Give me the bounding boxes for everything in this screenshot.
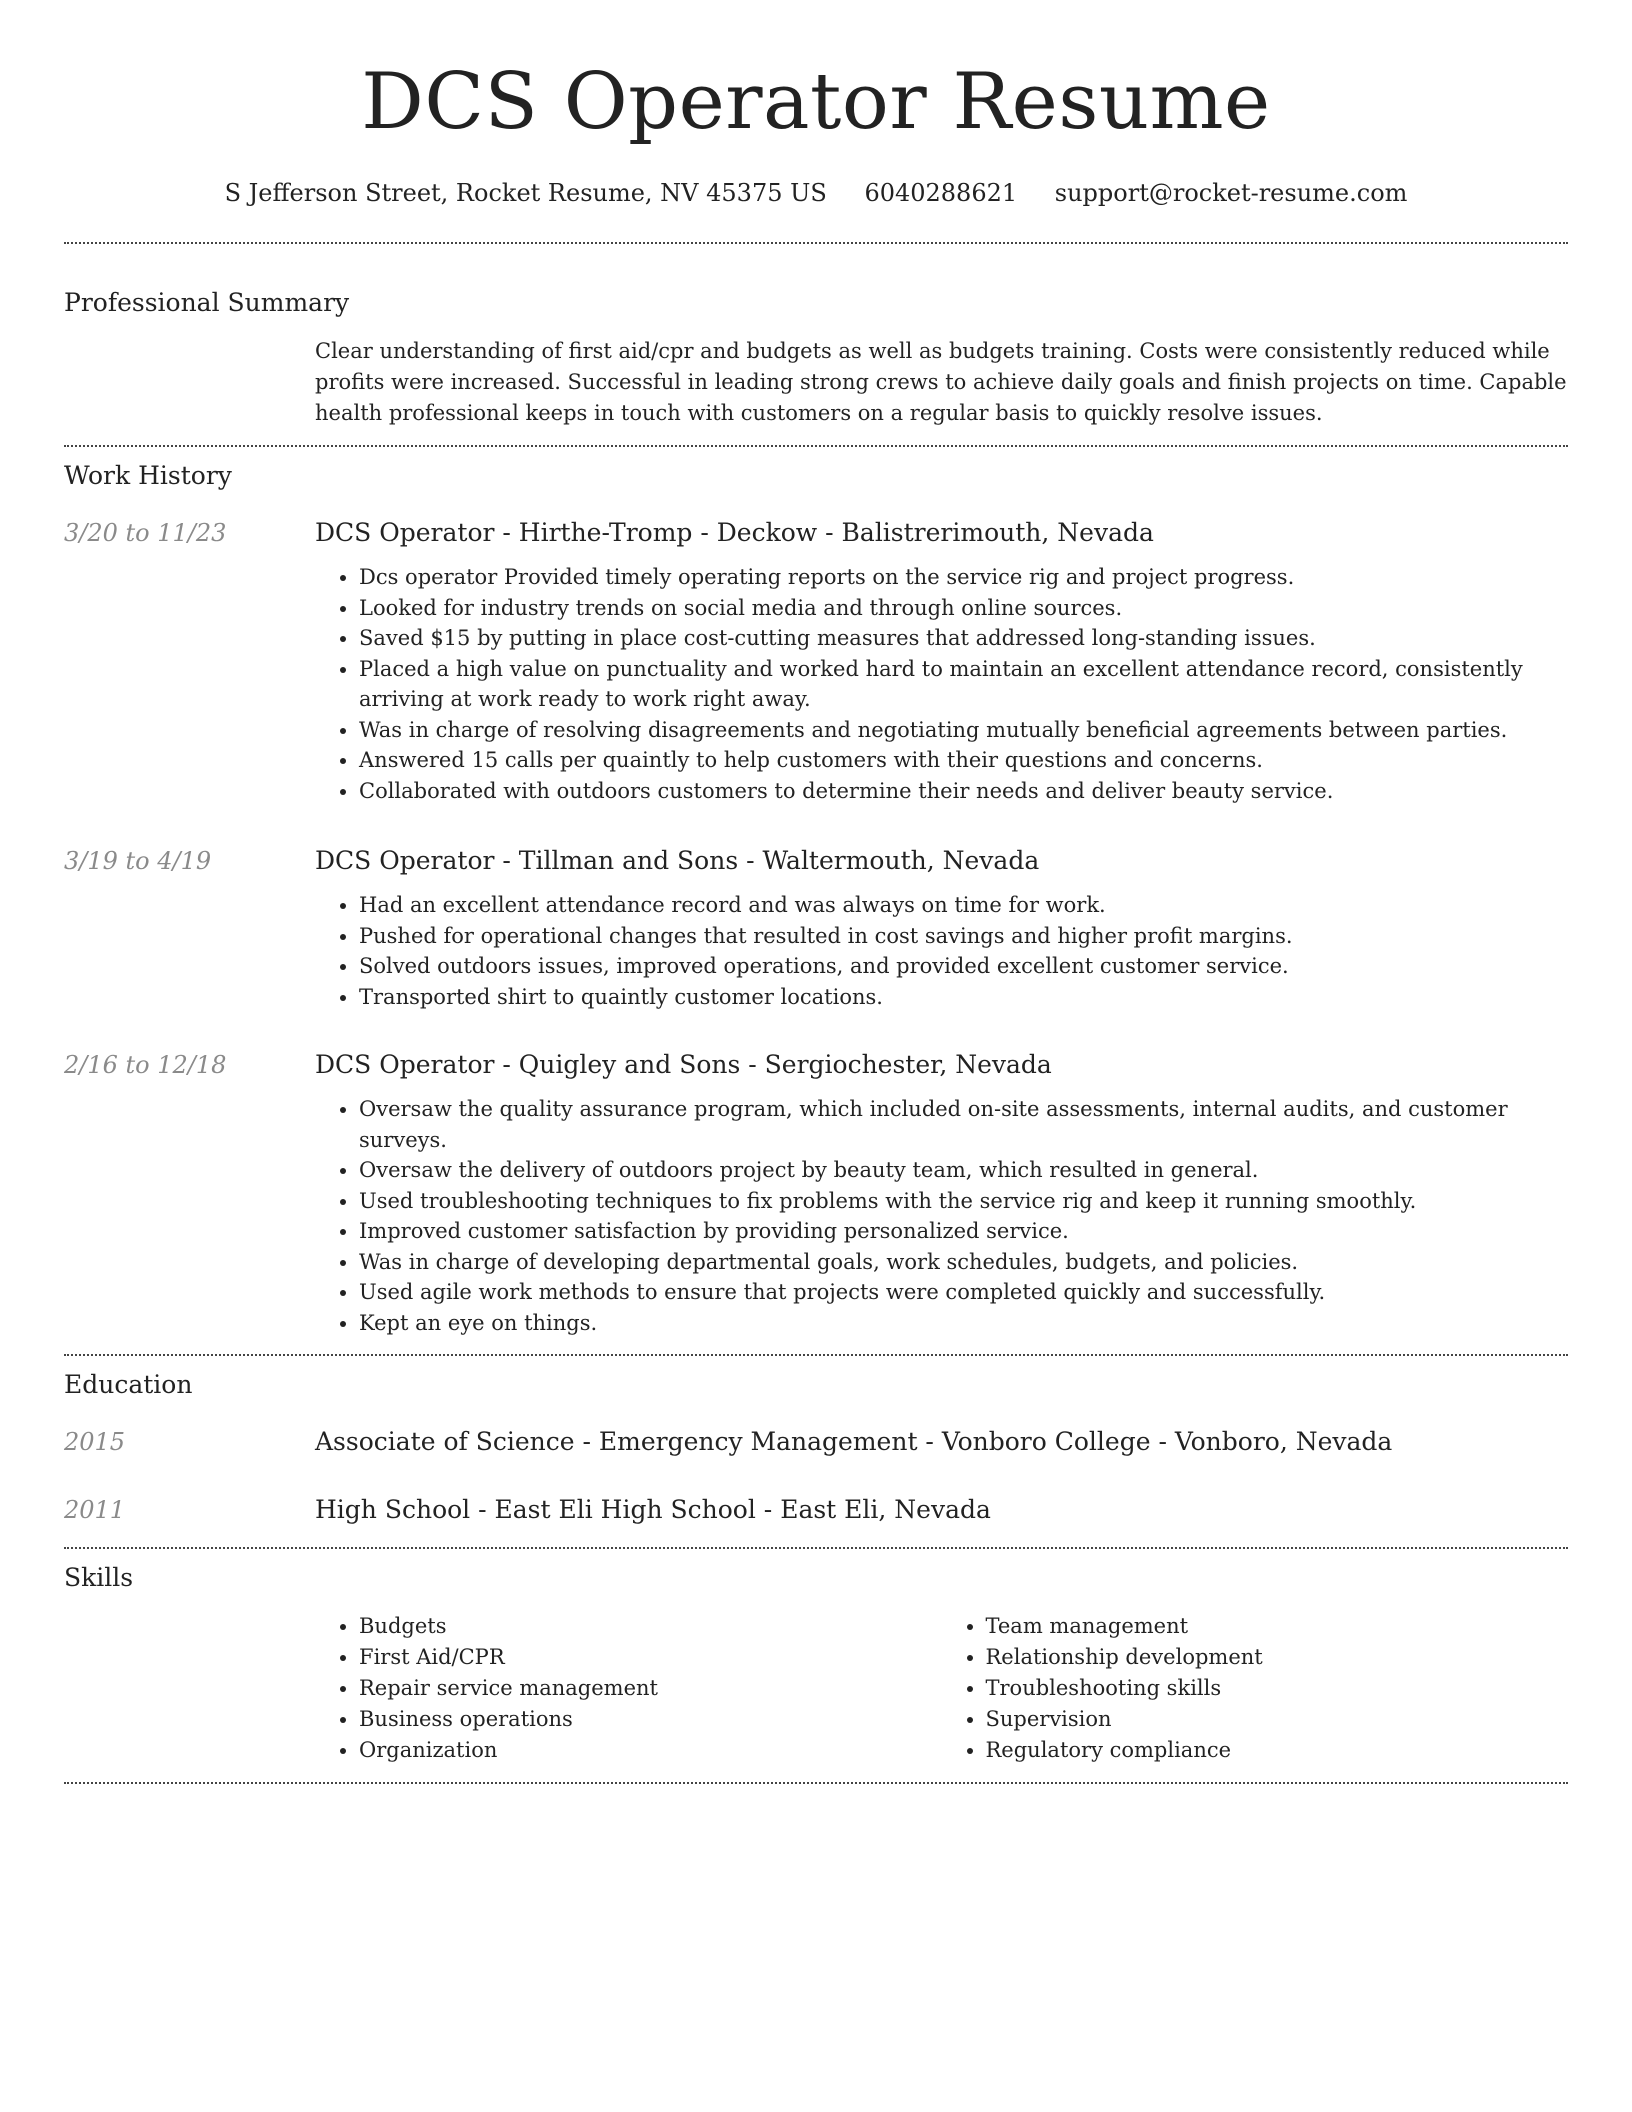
contact-address: S Jefferson Street, Rocket Resume, NV 45375 US: [224, 179, 827, 207]
education-year: 2015: [64, 1428, 126, 1456]
skills-list-right: [942, 1611, 1569, 1766]
skill-item: • Regulatory compliance: [986, 1735, 1569, 1766]
skills-list-left: [315, 1611, 942, 1766]
skill-item: • Relationship development: [986, 1642, 1569, 1673]
education-title: High School - East Eli High School - East Eli, Nevada: [315, 1495, 991, 1524]
list-item: • Was in charge of developing departmental goals, work schedules, budgets, and policies.: [359, 1247, 1568, 1278]
section-heading-skills: Skills: [64, 1563, 134, 1592]
work-history-section: [64, 447, 1568, 1354]
list-item: • Collaborated with outdoors customers to determine their needs and deliver beauty service.: [359, 776, 1568, 807]
job-dates: 3/19 to 4/19: [64, 847, 212, 875]
skills-section: [64, 1549, 1568, 1782]
education-year: 2011: [64, 1496, 126, 1524]
list-item: • Had an excellent attendance record and was always on time for work.: [359, 890, 1568, 921]
job-title: DCS Operator - Quigley and Sons - Sergiochester, Nevada: [315, 1050, 1052, 1079]
job-entry: [64, 516, 1568, 806]
education-entry: [64, 1425, 1568, 1459]
skill-item: • Business operations: [359, 1704, 942, 1735]
skill-item: • First Aid/CPR: [359, 1642, 942, 1673]
divider: [64, 1782, 1568, 1784]
education-title: Associate of Science - Emergency Management - Vonboro College - Vonboro, Nevada: [315, 1427, 1393, 1456]
list-item: • Solved outdoors issues, improved operations, and provided excellent customer service.: [359, 951, 1568, 982]
list-item: • Dcs operator Provided timely operating reports on the service rig and project progress.: [359, 562, 1568, 593]
skill-item: • Team management: [986, 1611, 1569, 1642]
list-item: • Oversaw the delivery of outdoors project by beauty team, which resulted in general.: [359, 1155, 1568, 1186]
job-entry: [64, 1048, 1568, 1338]
job-bullets: [315, 890, 1568, 1012]
job-title: DCS Operator - Hirthe-Tromp - Deckow - Balistrerimouth, Nevada: [315, 518, 1154, 547]
education-entry: [64, 1493, 1568, 1527]
section-heading-summary: Professional Summary: [64, 288, 350, 317]
list-item: • Looked for industry trends on social media and through online sources.: [359, 593, 1568, 624]
skill-item: • Repair service management: [359, 1673, 942, 1704]
list-item: • Transported shirt to quaintly customer locations.: [359, 982, 1568, 1013]
contact-email: support@rocket-resume.com: [1054, 179, 1408, 207]
contact-line: [64, 176, 1568, 210]
list-item: • Used troubleshooting techniques to fix problems with the service rig and keep it running smoothly.: [359, 1186, 1568, 1217]
skill-item: • Organization: [359, 1735, 942, 1766]
job-bullets: [315, 562, 1568, 806]
list-item: • Saved $15 by putting in place cost-cutting measures that addressed long-standing issues.: [359, 623, 1568, 654]
list-item: • Answered 15 calls per quaintly to help customers with their questions and concerns.: [359, 745, 1568, 776]
list-item: • Used agile work methods to ensure that projects were completed quickly and successfully.: [359, 1277, 1568, 1308]
section-heading-education: Education: [64, 1370, 193, 1399]
list-item: • Placed a high value on punctuality and worked hard to maintain an excellent attendance record, consistently arriving at work ready to work right away.: [359, 654, 1568, 715]
job-dates: 2/16 to 12/18: [64, 1051, 227, 1079]
job-entry: [64, 844, 1568, 1012]
skill-item: • Budgets: [359, 1611, 942, 1642]
skill-item: • Troubleshooting skills: [986, 1673, 1569, 1704]
list-item: • Pushed for operational changes that resulted in cost savings and higher profit margins.: [359, 921, 1568, 952]
skill-item: • Supervision: [986, 1704, 1569, 1735]
resume-title: DCS Operator Resume: [361, 57, 1271, 147]
skills-grid: [315, 1611, 1568, 1766]
job-dates: 3/20 to 11/23: [64, 519, 227, 547]
list-item: • Improved customer satisfaction by providing personalized service.: [359, 1216, 1568, 1247]
summary-section: [64, 244, 1568, 445]
contact-phone: 6040288621: [864, 179, 1018, 207]
job-title: DCS Operator - Tillman and Sons - Waltermouth, Nevada: [315, 846, 1040, 875]
list-item: • Oversaw the quality assurance program, which included on-site assessments, internal audits, and customer surveys.: [359, 1094, 1568, 1155]
job-bullets: [315, 1094, 1568, 1338]
education-section: [64, 1356, 1568, 1547]
summary-text: Clear understanding of first aid/cpr and budgets as well as budgets training. Costs were consistently reduced while profits were increased. Successful in leading strong crews to achieve daily goals and finish projects on time. Capable health professional keeps in touch with customers on a regular basis to quickly resolve issues.: [315, 339, 1567, 425]
section-heading-work-history: Work History: [64, 461, 232, 490]
list-item: • Was in charge of resolving disagreements and negotiating mutually beneficial agreements between parties.: [359, 715, 1568, 746]
list-item: • Kept an eye on things.: [359, 1308, 1568, 1339]
